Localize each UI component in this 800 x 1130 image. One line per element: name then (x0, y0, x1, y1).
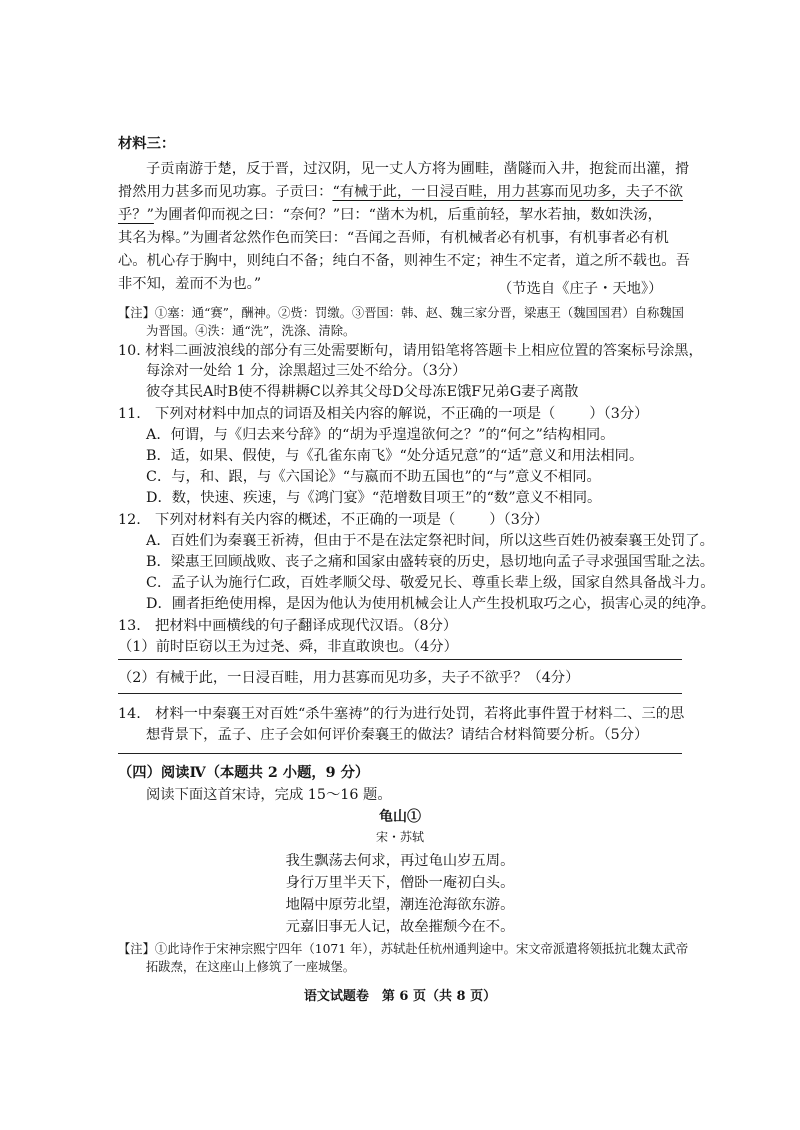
poem-note-1: 【注】①此诗作于宋神宗熙宁四年（1071 年），苏轼赴任杭州通判途中。宋文帝派遣将领抵抗北魏太武帝 (118, 942, 689, 956)
material3-line-1: 子贡南游于楚，反于晋，过汉阴，见一丈人方将为圃畦，凿隧而入井，抱瓮而出灌，搰 (146, 161, 690, 177)
section4-intro: 阅读下面这首宋诗，完成 15～16 题。 (146, 787, 392, 803)
material3-line-2-text: 搰然用力甚多而见功寡。子贡曰： (118, 184, 333, 200)
q13-stem: 13. 把材料中画横线的句子翻译成现代汉语。（8分） (118, 618, 458, 634)
answer-line-3 (118, 753, 682, 754)
material3-heading: 材料三： (118, 136, 176, 152)
answer-line-1 (118, 659, 682, 660)
material3-line-6: 非不知，羞而不为也。” (118, 276, 262, 292)
poem-line-2: 身行万里半天下，僧卧一庵初白头。 (285, 875, 515, 891)
q10-line-2: 每涂对一处给 1 分，涂黑超过三处不给分。（3分） (146, 363, 467, 379)
q11-option-c: C．与，和、跟，与《六国论》“与嬴而不助五国也”的“与”意义不相同。 (146, 469, 601, 485)
poem-author: 宋・苏轼 (375, 830, 424, 844)
page-footer: 语文试题卷 第 6 页（共 8 页） (303, 989, 497, 1004)
material3-line-3 (118, 205, 662, 225)
q11-option-a: A．何谓，与《归去来兮辞》的“胡为乎遑遑欲何之？”的“何之”结构相同。 (146, 427, 615, 443)
poem-line-3: 地隔中原劳北望，潮连沧海欲东游。 (285, 897, 515, 913)
section4-heading: （四）阅读Ⅳ（本题共 2 小题，9 分） (118, 765, 370, 781)
q13-sentence-1: （1）前时臣窃以王为过尧、舜，非直敢谀也。（4分） (118, 639, 458, 655)
q12-option-a: A．百姓们为秦襄王祈祷，但由于不是在法定祭祀时间，所以这些百姓仍被秦襄王处罚了。 (146, 533, 714, 549)
q12-stem-text: 12. 下列对材料有关内容的概述，不正确的一项是（ (118, 512, 456, 528)
poem-line-1: 我生飘荡去何求，再过龟山岁五周。 (285, 853, 515, 869)
q13-sentence-2: （2）有械于此，一日浸百畦，用力甚寡而见功多，夫子不欲乎？（4分） (118, 670, 580, 686)
material3-line-5: 心。机心存于胸中，则纯白不备；纯白不备，则神生不定；神生不定者，道之所不载也。吾 (118, 253, 690, 269)
material3-line-3-text: 为圃者仰而视之曰：“奈何？”曰：“凿木为机，后重前轻，挈水若抽，数如泆汤， (153, 207, 662, 223)
q12-option-c: C．孟子认为施行仁政，百姓孝顺父母、敬爱兄长、尊重长辈上级，国家自然具备战斗力。 (146, 575, 715, 591)
q10-answer-options: 彼夺其民A时B使不得耕耨C以养其父母D父母冻E饿F兄弟G妻子离散 (146, 384, 579, 400)
q14-line-1: 14. 材料一中秦襄王对百姓“杀牛塞祷”的行为进行处罚，若将此事件置于材料二、三的思 (118, 706, 685, 722)
underlined-sentence-part-1: “有械于此，一日浸百畦，用力甚寡而见功多，夫子不欲 (332, 184, 683, 200)
material3-line-2 (118, 182, 683, 202)
q11-option-d: D．数，快速、疾速，与《鸿门宴》“范增数目项王”的“数”意义不相同。 (146, 490, 602, 506)
q12-stem (118, 510, 548, 530)
poem-note-2: 拓跋焘，在这座山上修筑了一座城堡。 (146, 960, 356, 974)
poem-line-4: 元嘉旧事无人记，故垒摧颓今在不。 (285, 919, 515, 935)
material3-line-4: 其名为槔。”为圃者忿然作色而笑曰：“吾闻之吾师，有机械者必有机事，有机事者必有机 (118, 230, 669, 246)
material3-note-1: 【注】①塞：通“赛”，酬神。②赀：罚缴。③晋国：韩、赵、魏三家分晋，梁惠王（魏国国君）自称魏国 (118, 306, 684, 320)
q10-line-1: 10. 材料二画波浪线的部分有三处需要断句，请用铅笔将答题卡上相应位置的答案标号涂黑， (118, 343, 703, 359)
material3-note-2: 为晋国。④泆：通“洗”，洗涤、清除。 (146, 324, 356, 338)
q12-option-d: D．圃者拒绝使用槔，是因为他认为使用机械会让人产生投机取巧之心，损害心灵的纯净。 (146, 596, 716, 612)
underlined-sentence-part-2: 乎？” (118, 207, 154, 223)
material3-source: （节选自《庄子・天地》） (498, 281, 663, 297)
q12-option-b: B．梁惠王回顾战败、丧子之痛和国家由盛转衰的历史，恳切地向孟子寻求强国雪耻之法。 (146, 554, 715, 570)
q11-stem (118, 404, 648, 424)
poem-title: 龟山① (379, 809, 421, 825)
q11-score: ）（3分） (589, 406, 649, 422)
q11-stem-text: 11. 下列对材料中加点的词语及相关内容的解说，不正确的一项是（ (118, 406, 556, 422)
answer-line-2 (118, 693, 682, 694)
q12-score: ）（3分） (489, 512, 549, 528)
q14-line-2: 想背景下，孟子、庄子会如何评价秦襄王的做法？请结合材料简要分析。（5分） (146, 727, 649, 743)
q11-option-b: B．适，如果、假使，与《孔雀东南飞》“处分适兄意”的“适”意义和用法相同。 (146, 448, 644, 464)
